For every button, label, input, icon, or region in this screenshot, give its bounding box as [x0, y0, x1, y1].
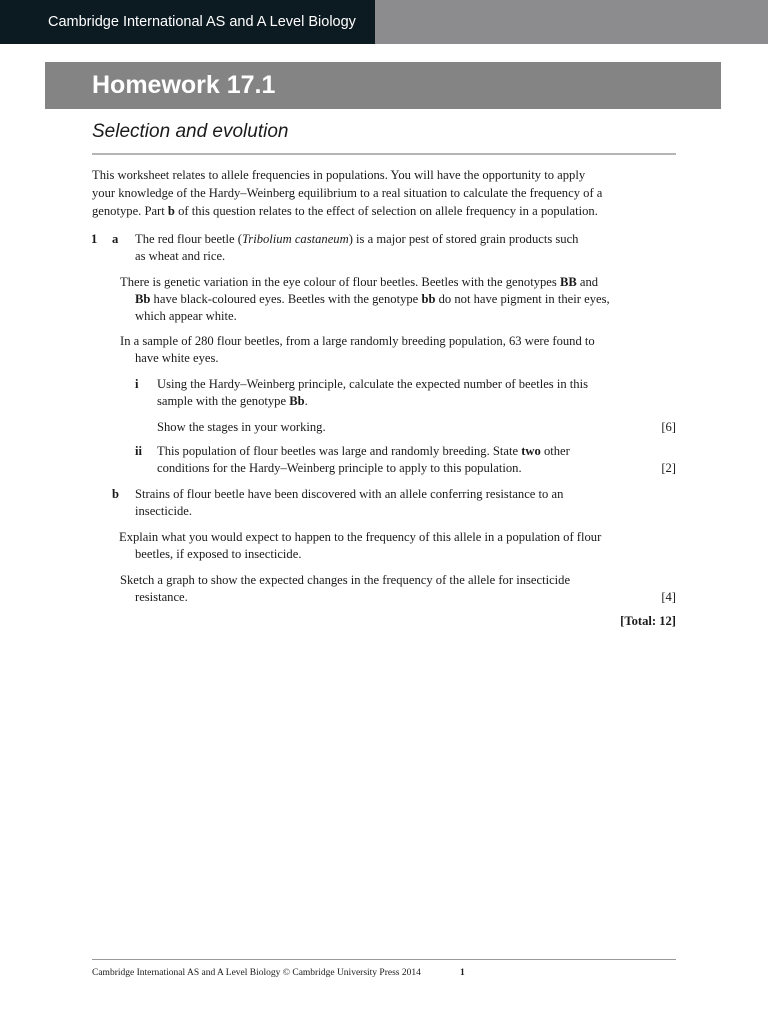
homework-title: Homework 17.1 — [92, 71, 276, 99]
sub-i-line-1: Using the Hardy–Weinberg principle, calculate the expected number of beetles in this — [157, 377, 588, 391]
part-a-para2-line-3: which appear white. — [135, 309, 237, 323]
intro-line-1: This worksheet relates to allele frequencies in populations. You will have the opportunity to apply — [92, 168, 586, 182]
part-a-para3-line-2: have white eyes. — [135, 351, 219, 365]
part-a-line-1: The red flour beetle (Tribolium castaneum) is a major pest of stored grain products such — [135, 232, 579, 246]
page-number: 1 — [460, 968, 465, 978]
part-b-label: b — [112, 487, 120, 501]
question-number: 1 — [91, 232, 98, 246]
header-title-panel — [0, 0, 375, 44]
page-subtitle: Selection and evolution — [92, 121, 289, 142]
part-b-para3-line-2: resistance. — [135, 590, 188, 604]
footer-copyright: Cambridge International AS and A Level Biology © Cambridge University Press 2014 — [92, 968, 421, 978]
sub-ii-line-2: conditions for the Hardy–Weinberg principle to apply to this population. — [157, 461, 522, 475]
total-marks: [Total: 12] — [620, 614, 676, 628]
book-title: Cambridge International AS and A Level Biology — [48, 14, 356, 30]
part-b-para2-line-2: beetles, if exposed to insecticide. — [135, 547, 302, 561]
intro-line-2: your knowledge of the Hardy–Weinberg equilibrium to a real situation to calculate the frequency of a — [92, 186, 603, 200]
part-b-line-2: insecticide. — [135, 504, 192, 518]
sub-i-line-3: Show the stages in your working. — [157, 420, 326, 434]
sub-ii-line-1: This population of flour beetles was large and randomly breeding. State two other — [157, 444, 570, 458]
subtitle-divider — [92, 153, 676, 155]
part-a-para2-line-2: Bb have black-coloured eyes. Beetles with the genotype bb do not have pigment in their eyes, — [135, 292, 610, 306]
intro-line-3: genotype. Part b of this question relates to the effect of selection on allele frequency in a population. — [92, 204, 598, 218]
part-b-para3-line-1: Sketch a graph to show the expected changes in the frequency of the allele for insecticide — [120, 573, 571, 587]
part-b-para2-line-1: Explain what you would expect to happen to the frequency of this allele in a population of flour — [119, 530, 602, 544]
part-a-line-2: as wheat and rice. — [135, 249, 226, 263]
header-bar — [0, 0, 768, 44]
sub-ii-marks: [2] — [661, 461, 676, 475]
sub-i-line-2: sample with the genotype Bb. — [157, 394, 308, 408]
homework-banner — [45, 62, 721, 109]
part-a-para2-line-1: There is genetic variation in the eye colour of flour beetles. Beetles with the genotypes BB and — [120, 275, 599, 289]
sub-i-label: i — [135, 377, 139, 391]
sub-ii-label: ii — [135, 444, 142, 458]
sub-i-marks: [6] — [661, 420, 676, 434]
part-a-para3-line-1: In a sample of 280 flour beetles, from a large randomly breeding population, 63 were found to — [120, 334, 595, 348]
footer-divider — [92, 959, 676, 960]
part-b-marks: [4] — [661, 590, 676, 604]
part-b-line-1: Strains of flour beetle have been discovered with an allele conferring resistance to an — [135, 487, 564, 501]
part-a-label: a — [112, 232, 119, 246]
